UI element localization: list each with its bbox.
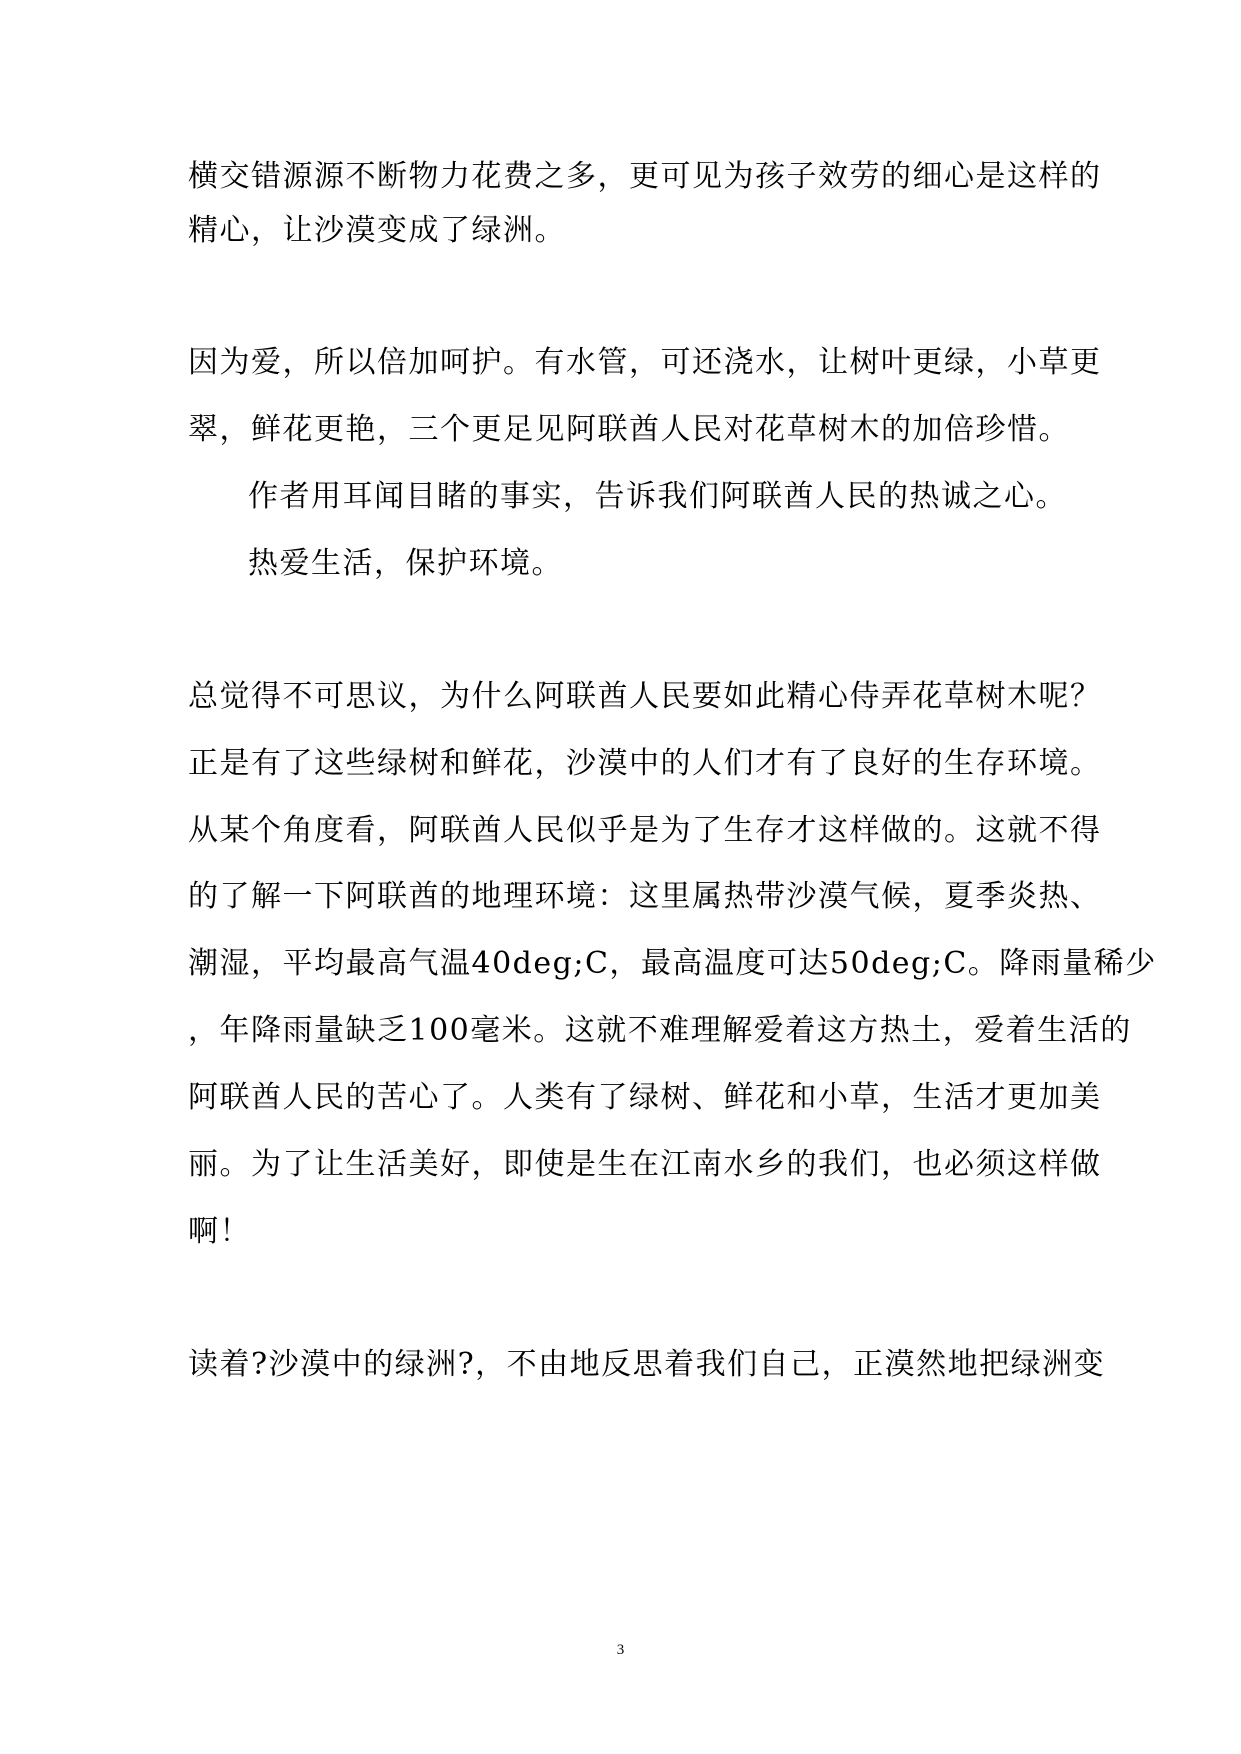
text-line: 正是有了这些绿树和鲜花，沙漠中的人们才有了良好的生存环境。 (188, 746, 1102, 781)
text-line: 从某个角度看，阿联酋人民似乎是为了生存才这样做的。这就不得 (188, 813, 1102, 848)
page-number: 3 (616, 1642, 625, 1658)
text-line: 阿联酋人民的苦心了。人类有了绿树、鲜花和小草，生活才更加美 (188, 1080, 1102, 1115)
text-line: 读着?沙漠中的绿洲?，不由地反思着我们自己，正漠然地把绿洲变 (188, 1347, 1106, 1382)
text-line: 精心，让沙漠变成了绿洲。 (188, 213, 566, 248)
text-line: 潮湿，平均最高气温40deg;C，最高温度可达50deg;C。降雨量稀少 (188, 946, 1157, 981)
text-line: 啊！ (188, 1214, 251, 1249)
text-line: 总觉得不可思议，为什么阿联酋人民要如此精心侍弄花草树木呢？ (188, 679, 1102, 714)
text-line: 横交错源源不断物力花费之多，更可见为孩子效劳的细心是这样的 (188, 159, 1102, 194)
text-line: 翠，鲜花更艳，三个更足见阿联酋人民对花草树木的加倍珍惜。 (188, 412, 1070, 447)
text-line: 热爱生活，保护环境。 (248, 546, 563, 581)
text-line: 因为爱，所以倍加呵护。有水管，可还浇水，让树叶更绿，小草更 (188, 345, 1102, 380)
text-line: 丽。为了让生活美好，即使是生在江南水乡的我们，也必须这样做 (188, 1147, 1102, 1182)
text-line: 作者用耳闻目睹的事实，告诉我们阿联酋人民的热诚之心。 (248, 479, 1067, 514)
text-line: 的了解一下阿联酋的地理环境：这里属热带沙漠气候，夏季炎热、 (188, 879, 1102, 914)
text-line: ，年降雨量缺乏100毫米。这就不难理解爱着这方热土，爱着生活的 (188, 1013, 1132, 1048)
